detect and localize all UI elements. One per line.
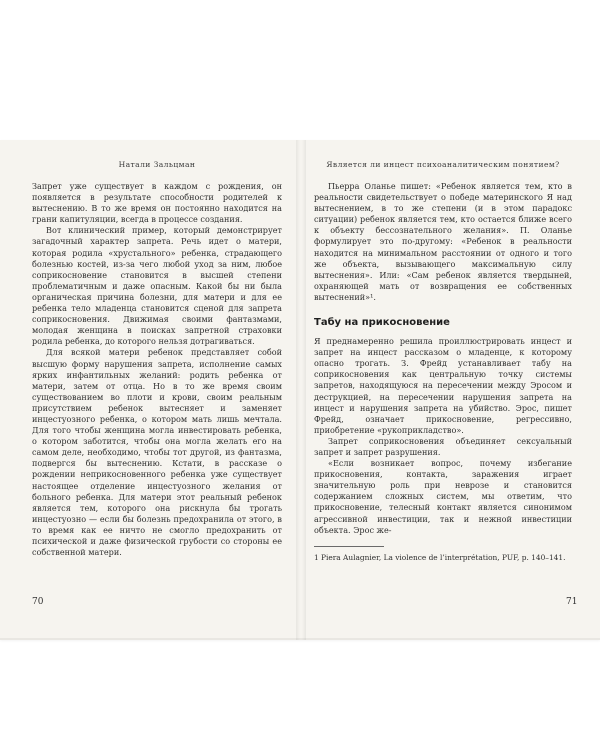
left-running-head: Натали Зальцман [118, 160, 196, 169]
left-paragraph-3: Для всякой матери ребенок представляет собой высшую форму нарушения запрета, исполнение самых ярких инфантильных желаний: родить ребенка от матери, затем от отца. Но в то же время своим существованием во плоти и крови, своим реальным присутствием ребенок вытесняет и заменяет инцестуозного ребенка, о котором мать лишь мечтала. Для того чтобы женщина могла инвестировать ребенка, о котором заботится, чтобы она могла желать его на самом деле, необходимо, чтобы тот другой, из фантазма, подвергся бы вытеснению. Кстати, в рассказе о рождении неприкосновенного ребенка уже существует настоящее отделение инцестуозного желания от больного ребенка. Для матери этот реальный ребенок является тем, которого она рискнула бы трогать инцестуозно — если бы болезнь предохранила от этого, в то время как ее ничто не смогло предохранить от психической и даже физической грубости со стороны ее собственной матери. [32, 347, 282, 558]
footnote-divider [314, 546, 384, 547]
right-paragraph-1: Пьерра Оланье пишет: «Ребенок является тем, кто в реальности свидетельствует о победе материнского Я над вытеснением, в то же степени (и в этом парадокс ситуации) ребенок является тем, кто остается ближе всего к объекту бессознательного желания». П. Оланье формулирует это по-другому: «Ребенок в реальности находится на минимальном расстоянии от одного и того же объекта, вызывающего максимальную силу вытеснения». Или: «Сам ребенок является твердыней, охраняющей мать от возвращения ее собственных вытеснений»¹. [314, 181, 572, 302]
book-spread [0, 140, 600, 640]
right-paragraph-3: Запрет соприкосновения объединяет сексуальный запрет и запрет разрушения. [314, 435, 572, 457]
left-page [32, 160, 282, 558]
left-paragraph-2: Вот клинический пример, который демонстрирует загадочный характер запрета. Речь идет о матери, которая родила «хрустального» ребенка, страдающего болезнью костей, из-за чего любой уход за ним, любое соприкосновение становится в высшей степени проблематичным и даже опасным. Какой бы ни была органическая причина болезни, для матери и для ее ребенка тело младенца становится сценой для запрета соприкосновения. Движимая своими фантазмами, молодая женщина в поисках запретной страховки родила ребенка, до которого нельзя дотрагиваться. [32, 225, 282, 347]
page-bottom-shadow [0, 638, 600, 640]
right-page [314, 160, 572, 563]
footnote: 1 Piera Aulagnier, La violence de l’interprétation, PUF, p. 140–141. [314, 552, 566, 562]
right-paragraph-4: «Если возникает вопрос, почему избегание прикосновения, контакта, заражения играет значительную роль при неврозе и становится содержанием сложных систем, мы ответим, что прикосновение, телесный контакт является синонимом агрессивной инвестиции, так и нежной инвестиции объекта. Эрос же- [314, 458, 572, 535]
page-number-right: 71 [566, 597, 578, 607]
right-running-head: Является ли инцест психоаналитическим понятием? [326, 160, 560, 169]
page-number-left: 70 [32, 597, 44, 607]
right-paragraph-2: Я преднамеренно решила проиллюстрировать инцест и запрет на инцест рассказом о младенце, к которому опасно трогать. З. Фрейд устанавливает табу на соприкосновения как центральную точку системы запретов, находящуюся на пересечении между Эросом и деструкцией, на пересечении нарушения запрета на инцест и нарушения запрета на убийство. Эрос, пишет Фрейд, означает прикосновение, регрессивно, приобретение «рукоприкладство». [314, 336, 572, 435]
section-title: Табу на прикосновение [314, 317, 450, 329]
left-paragraph-1: Запрет уже существует в каждом с рождения, он появляется в результате способности родителей к вытеснению. В то же время он постоянно находится на грани капитуляции, всегда в процессе создания. [32, 181, 282, 225]
book-gutter [296, 140, 306, 640]
